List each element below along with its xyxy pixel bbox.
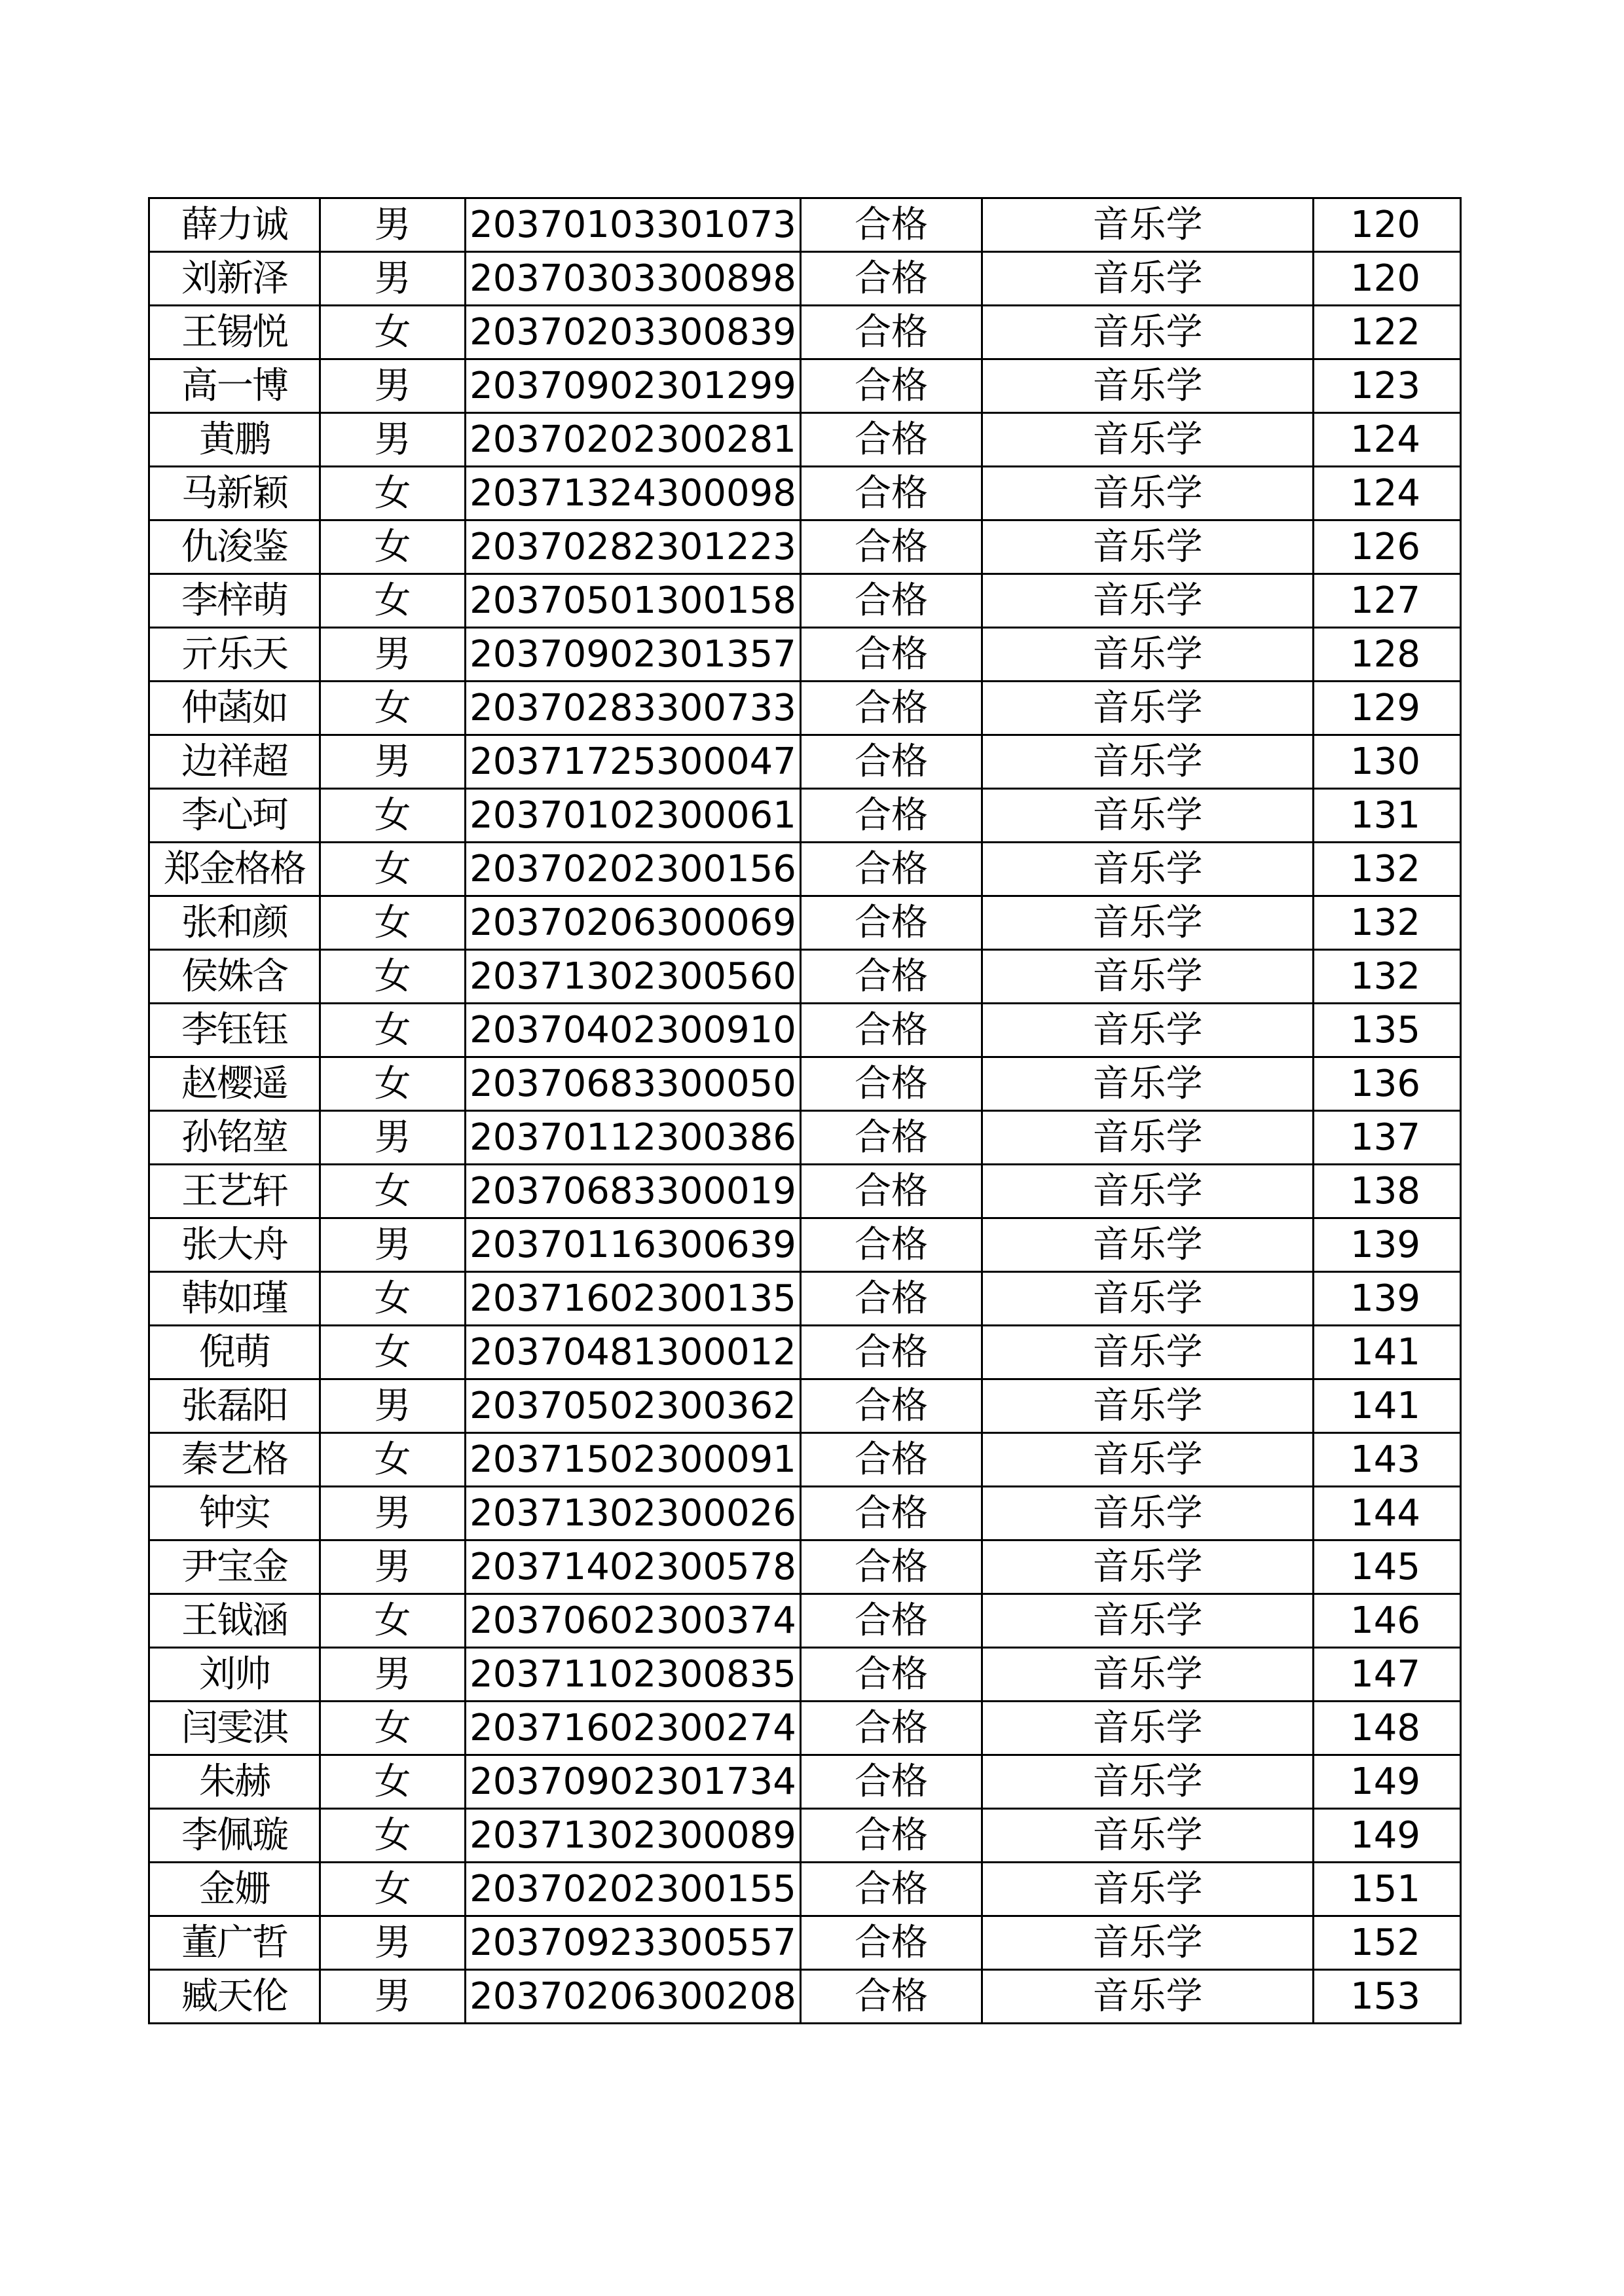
result-cell: 合格	[801, 735, 982, 789]
result-cell: 合格	[801, 789, 982, 843]
name-cell: 王锡悦	[149, 306, 320, 359]
gender-cell: 男	[320, 1487, 466, 1540]
name-cell: 赵樱遥	[149, 1057, 320, 1111]
gender-cell: 女	[320, 1004, 466, 1057]
exam-id-cell: 20370923300557	[466, 1916, 801, 1970]
major-cell: 音乐学	[982, 1540, 1314, 1594]
score-cell: 124	[1314, 467, 1461, 520]
exam-id-cell: 20370481300012	[466, 1326, 801, 1379]
name-cell: 黄鹏	[149, 413, 320, 467]
major-cell: 音乐学	[982, 520, 1314, 574]
table-row	[149, 1326, 1461, 1379]
table-row	[149, 1970, 1461, 2024]
score-cell: 139	[1314, 1218, 1461, 1272]
table-row	[149, 1218, 1461, 1272]
exam-id-cell: 20370202300156	[466, 843, 801, 896]
major-cell: 音乐学	[982, 1863, 1314, 1916]
name-cell: 韩如瑾	[149, 1272, 320, 1326]
table-row	[149, 1863, 1461, 1916]
gender-cell: 男	[320, 1218, 466, 1272]
exam-id-cell: 20370683300019	[466, 1165, 801, 1218]
major-cell: 音乐学	[982, 574, 1314, 628]
major-cell: 音乐学	[982, 1272, 1314, 1326]
major-cell: 音乐学	[982, 1487, 1314, 1540]
result-cell: 合格	[801, 574, 982, 628]
exam-id-cell: 20370303300898	[466, 252, 801, 306]
major-cell: 音乐学	[982, 1970, 1314, 2024]
table-row	[149, 1809, 1461, 1863]
name-cell: 亓乐天	[149, 628, 320, 682]
major-cell: 音乐学	[982, 1004, 1314, 1057]
gender-cell: 女	[320, 789, 466, 843]
gender-cell: 女	[320, 1809, 466, 1863]
exam-id-cell: 20371302300560	[466, 950, 801, 1004]
name-cell: 王钺涵	[149, 1594, 320, 1648]
score-cell: 131	[1314, 789, 1461, 843]
result-cell: 合格	[801, 1111, 982, 1165]
gender-cell: 男	[320, 1540, 466, 1594]
result-cell: 合格	[801, 198, 982, 252]
name-cell: 刘帅	[149, 1648, 320, 1702]
score-cell: 126	[1314, 520, 1461, 574]
name-cell: 李佩璇	[149, 1809, 320, 1863]
result-cell: 合格	[801, 413, 982, 467]
table-row	[149, 467, 1461, 520]
exam-id-cell: 20370116300639	[466, 1218, 801, 1272]
name-cell: 张磊阳	[149, 1379, 320, 1433]
score-cell: 124	[1314, 413, 1461, 467]
score-cell: 122	[1314, 306, 1461, 359]
major-cell: 音乐学	[982, 252, 1314, 306]
major-cell: 音乐学	[982, 1809, 1314, 1863]
major-cell: 音乐学	[982, 413, 1314, 467]
table-row	[149, 306, 1461, 359]
exam-id-cell: 20371402300578	[466, 1540, 801, 1594]
exam-id-cell: 20370683300050	[466, 1057, 801, 1111]
exam-id-cell: 20370402300910	[466, 1004, 801, 1057]
score-cell: 141	[1314, 1379, 1461, 1433]
name-cell: 仇浚鉴	[149, 520, 320, 574]
exam-id-cell: 20371102300835	[466, 1648, 801, 1702]
major-cell: 音乐学	[982, 789, 1314, 843]
gender-cell: 女	[320, 574, 466, 628]
gender-cell: 女	[320, 1326, 466, 1379]
table-row	[149, 1540, 1461, 1594]
score-cell: 149	[1314, 1755, 1461, 1809]
table-row	[149, 198, 1461, 252]
table-row	[149, 789, 1461, 843]
gender-cell: 男	[320, 1970, 466, 2024]
name-cell: 刘新泽	[149, 252, 320, 306]
table-row	[149, 1487, 1461, 1540]
table-row	[149, 843, 1461, 896]
score-cell: 145	[1314, 1540, 1461, 1594]
exam-id-cell: 20370502300362	[466, 1379, 801, 1433]
table-row	[149, 1165, 1461, 1218]
score-cell: 132	[1314, 896, 1461, 950]
result-cell: 合格	[801, 1648, 982, 1702]
name-cell: 李心珂	[149, 789, 320, 843]
table-row	[149, 896, 1461, 950]
gender-cell: 女	[320, 520, 466, 574]
gender-cell: 女	[320, 306, 466, 359]
score-cell: 139	[1314, 1272, 1461, 1326]
gender-cell: 女	[320, 1594, 466, 1648]
score-cell: 143	[1314, 1433, 1461, 1487]
result-cell: 合格	[801, 1379, 982, 1433]
major-cell: 音乐学	[982, 896, 1314, 950]
major-cell: 音乐学	[982, 1379, 1314, 1433]
table-row	[149, 574, 1461, 628]
major-cell: 音乐学	[982, 1326, 1314, 1379]
result-cell: 合格	[801, 682, 982, 735]
table-row	[149, 520, 1461, 574]
exam-id-cell: 20370203300839	[466, 306, 801, 359]
major-cell: 音乐学	[982, 950, 1314, 1004]
result-cell: 合格	[801, 843, 982, 896]
name-cell: 马新颖	[149, 467, 320, 520]
gender-cell: 女	[320, 1755, 466, 1809]
major-cell: 音乐学	[982, 628, 1314, 682]
name-cell: 李钰钰	[149, 1004, 320, 1057]
result-cell: 合格	[801, 1433, 982, 1487]
score-cell: 135	[1314, 1004, 1461, 1057]
gender-cell: 女	[320, 682, 466, 735]
major-cell: 音乐学	[982, 843, 1314, 896]
major-cell: 音乐学	[982, 1702, 1314, 1755]
score-cell: 129	[1314, 682, 1461, 735]
gender-cell: 女	[320, 950, 466, 1004]
name-cell: 臧天伦	[149, 1970, 320, 2024]
table-row	[149, 252, 1461, 306]
result-cell: 合格	[801, 896, 982, 950]
exam-id-cell: 20370206300069	[466, 896, 801, 950]
gender-cell: 女	[320, 843, 466, 896]
name-cell: 仲菡如	[149, 682, 320, 735]
major-cell: 音乐学	[982, 735, 1314, 789]
major-cell: 音乐学	[982, 467, 1314, 520]
major-cell: 音乐学	[982, 1648, 1314, 1702]
result-cell: 合格	[801, 1809, 982, 1863]
exam-id-cell: 20370902301299	[466, 359, 801, 413]
name-cell: 金姗	[149, 1863, 320, 1916]
exam-id-cell: 20371502300091	[466, 1433, 801, 1487]
table-row	[149, 1111, 1461, 1165]
name-cell: 钟实	[149, 1487, 320, 1540]
score-cell: 136	[1314, 1057, 1461, 1111]
score-cell: 123	[1314, 359, 1461, 413]
exam-id-cell: 20370102300061	[466, 789, 801, 843]
table-row	[149, 1594, 1461, 1648]
exam-id-cell: 20370103301073	[466, 198, 801, 252]
score-cell: 146	[1314, 1594, 1461, 1648]
name-cell: 侯姝含	[149, 950, 320, 1004]
result-cell: 合格	[801, 1863, 982, 1916]
gender-cell: 男	[320, 1648, 466, 1702]
result-cell: 合格	[801, 359, 982, 413]
table-row	[149, 413, 1461, 467]
major-cell: 音乐学	[982, 1916, 1314, 1970]
name-cell: 郑金格格	[149, 843, 320, 896]
exam-id-cell: 20370202300281	[466, 413, 801, 467]
major-cell: 音乐学	[982, 359, 1314, 413]
result-cell: 合格	[801, 1218, 982, 1272]
table-row	[149, 950, 1461, 1004]
result-cell: 合格	[801, 1326, 982, 1379]
table-row	[149, 1755, 1461, 1809]
score-cell: 144	[1314, 1487, 1461, 1540]
exam-id-cell: 20371324300098	[466, 467, 801, 520]
exam-id-cell: 20371302300089	[466, 1809, 801, 1863]
gender-cell: 男	[320, 359, 466, 413]
gender-cell: 女	[320, 467, 466, 520]
gender-cell: 女	[320, 1433, 466, 1487]
result-cell: 合格	[801, 306, 982, 359]
result-cell: 合格	[801, 1702, 982, 1755]
exam-id-cell: 20371602300274	[466, 1702, 801, 1755]
result-cell: 合格	[801, 950, 982, 1004]
table-row	[149, 1916, 1461, 1970]
table-row	[149, 359, 1461, 413]
gender-cell: 女	[320, 896, 466, 950]
major-cell: 音乐学	[982, 1057, 1314, 1111]
score-cell: 149	[1314, 1809, 1461, 1863]
major-cell: 音乐学	[982, 306, 1314, 359]
name-cell: 王艺轩	[149, 1165, 320, 1218]
score-cell: 151	[1314, 1863, 1461, 1916]
result-cell: 合格	[801, 1755, 982, 1809]
exam-id-cell: 20371602300135	[466, 1272, 801, 1326]
name-cell: 边祥超	[149, 735, 320, 789]
gender-cell: 男	[320, 252, 466, 306]
score-cell: 148	[1314, 1702, 1461, 1755]
gender-cell: 女	[320, 1702, 466, 1755]
table-row	[149, 628, 1461, 682]
major-cell: 音乐学	[982, 682, 1314, 735]
exam-id-cell: 20370206300208	[466, 1970, 801, 2024]
name-cell: 董广哲	[149, 1916, 320, 1970]
name-cell: 高一博	[149, 359, 320, 413]
result-cell: 合格	[801, 1272, 982, 1326]
name-cell: 薛力诚	[149, 198, 320, 252]
major-cell: 音乐学	[982, 1594, 1314, 1648]
gender-cell: 女	[320, 1057, 466, 1111]
result-cell: 合格	[801, 467, 982, 520]
major-cell: 音乐学	[982, 1111, 1314, 1165]
table-row	[149, 735, 1461, 789]
table-row	[149, 1648, 1461, 1702]
exam-id-cell: 20370902301734	[466, 1755, 801, 1809]
exam-id-cell: 20370283300733	[466, 682, 801, 735]
score-cell: 138	[1314, 1165, 1461, 1218]
result-cell: 合格	[801, 1594, 982, 1648]
result-cell: 合格	[801, 1487, 982, 1540]
name-cell: 倪萌	[149, 1326, 320, 1379]
name-cell: 张和颜	[149, 896, 320, 950]
exam-id-cell: 20370282301223	[466, 520, 801, 574]
exam-id-cell: 20371725300047	[466, 735, 801, 789]
gender-cell: 男	[320, 198, 466, 252]
score-cell: 127	[1314, 574, 1461, 628]
major-cell: 音乐学	[982, 1755, 1314, 1809]
result-cell: 合格	[801, 1057, 982, 1111]
name-cell: 秦艺格	[149, 1433, 320, 1487]
name-cell: 张大舟	[149, 1218, 320, 1272]
name-cell: 闫雯淇	[149, 1702, 320, 1755]
result-cell: 合格	[801, 1970, 982, 2024]
name-cell: 李梓萌	[149, 574, 320, 628]
major-cell: 音乐学	[982, 1165, 1314, 1218]
exam-id-cell: 20371302300026	[466, 1487, 801, 1540]
gender-cell: 男	[320, 1111, 466, 1165]
result-cell: 合格	[801, 252, 982, 306]
score-cell: 153	[1314, 1970, 1461, 2024]
table-row	[149, 1379, 1461, 1433]
score-cell: 137	[1314, 1111, 1461, 1165]
result-cell: 合格	[801, 1165, 982, 1218]
exam-id-cell: 20370501300158	[466, 574, 801, 628]
results-table	[148, 197, 1462, 2024]
gender-cell: 男	[320, 1916, 466, 1970]
name-cell: 尹宝金	[149, 1540, 320, 1594]
table-row	[149, 1272, 1461, 1326]
exam-id-cell: 20370602300374	[466, 1594, 801, 1648]
score-cell: 120	[1314, 198, 1461, 252]
exam-id-cell: 20370202300155	[466, 1863, 801, 1916]
major-cell: 音乐学	[982, 1218, 1314, 1272]
gender-cell: 男	[320, 628, 466, 682]
result-cell: 合格	[801, 1004, 982, 1057]
score-cell: 120	[1314, 252, 1461, 306]
major-cell: 音乐学	[982, 1433, 1314, 1487]
table-row	[149, 682, 1461, 735]
score-cell: 147	[1314, 1648, 1461, 1702]
table-row	[149, 1057, 1461, 1111]
gender-cell: 男	[320, 1379, 466, 1433]
table-row	[149, 1004, 1461, 1057]
results-table-body	[149, 198, 1461, 2024]
major-cell: 音乐学	[982, 198, 1314, 252]
gender-cell: 女	[320, 1272, 466, 1326]
gender-cell: 女	[320, 1863, 466, 1916]
gender-cell: 男	[320, 413, 466, 467]
score-cell: 152	[1314, 1916, 1461, 1970]
score-cell: 141	[1314, 1326, 1461, 1379]
result-cell: 合格	[801, 520, 982, 574]
result-cell: 合格	[801, 1916, 982, 1970]
result-cell: 合格	[801, 1540, 982, 1594]
table-row	[149, 1433, 1461, 1487]
name-cell: 孙铭堃	[149, 1111, 320, 1165]
exam-id-cell: 20370112300386	[466, 1111, 801, 1165]
score-cell: 132	[1314, 950, 1461, 1004]
exam-id-cell: 20370902301357	[466, 628, 801, 682]
gender-cell: 男	[320, 735, 466, 789]
table-row	[149, 1702, 1461, 1755]
result-cell: 合格	[801, 628, 982, 682]
score-cell: 130	[1314, 735, 1461, 789]
score-cell: 132	[1314, 843, 1461, 896]
name-cell: 朱赫	[149, 1755, 320, 1809]
gender-cell: 女	[320, 1165, 466, 1218]
score-cell: 128	[1314, 628, 1461, 682]
